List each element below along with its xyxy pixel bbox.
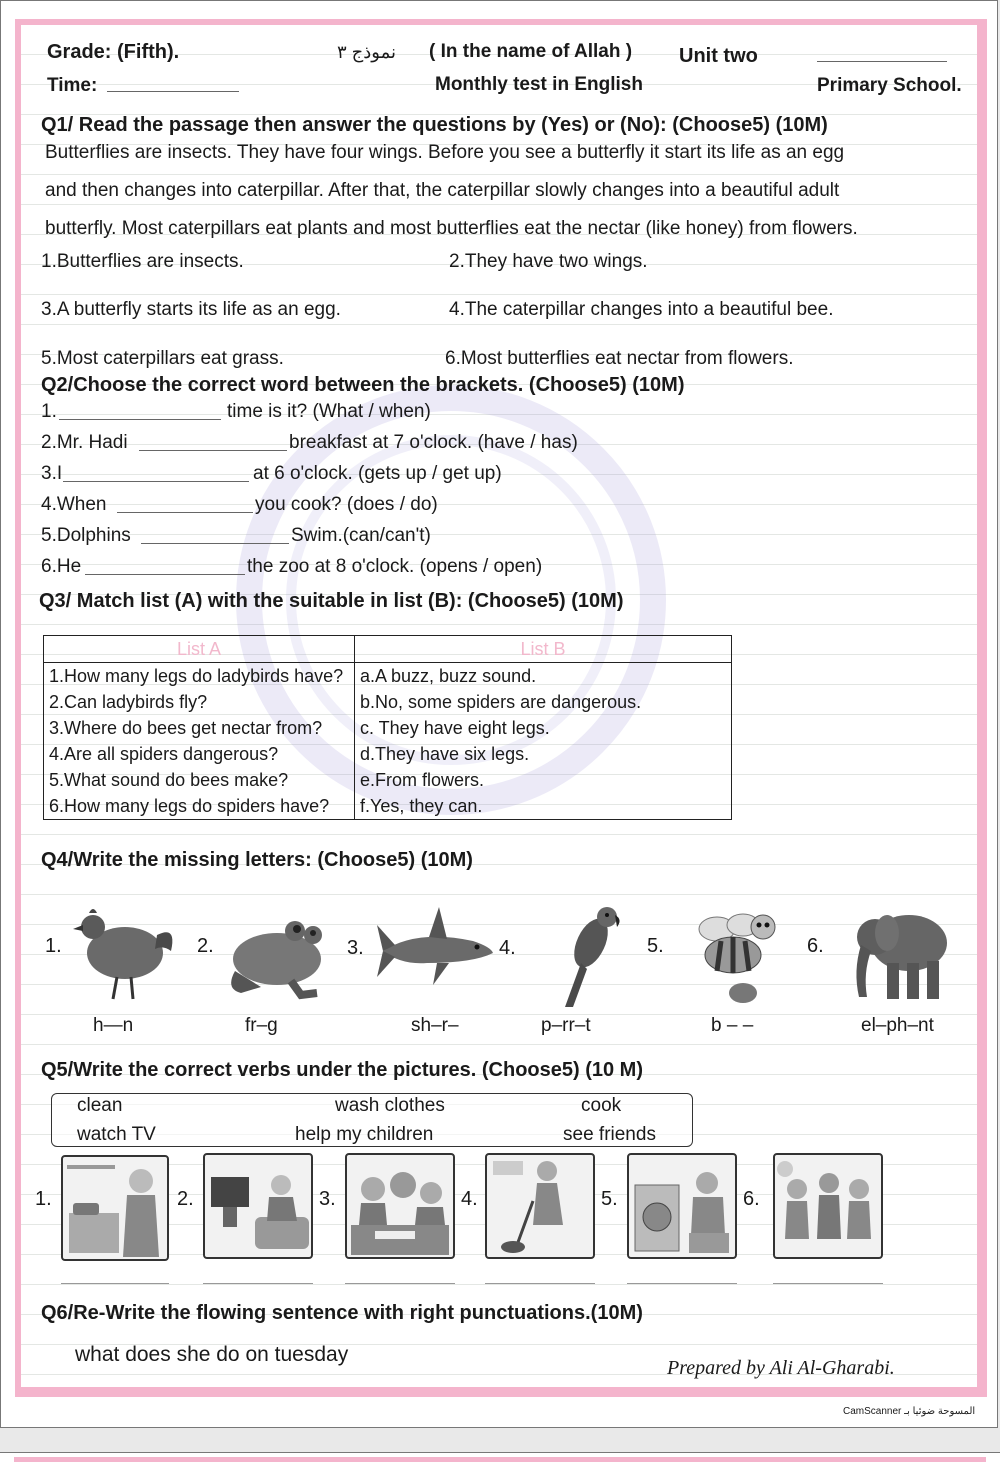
list-b-item: f.Yes, they can.: [355, 793, 732, 820]
model-number: نموذج ٣: [337, 42, 397, 62]
grade-label: Grade: (Fifth).: [47, 41, 180, 63]
help-children-picture: [345, 1153, 455, 1259]
q2-item-post: time is it? (What / when): [227, 401, 431, 422]
q2-blank[interactable]: [85, 574, 245, 575]
q5-number: 2.: [177, 1188, 194, 1210]
q2-item-pre: 5.Dolphins: [41, 525, 131, 546]
answer-line[interactable]: [485, 1283, 595, 1284]
unit-underline: [817, 61, 947, 62]
word-bank-item: watch TV: [77, 1124, 156, 1145]
table-row: [44, 663, 732, 690]
list-b-item: e.From flowers.: [355, 767, 732, 793]
frog-icon: [221, 901, 333, 1001]
word-bank-item: help my children: [295, 1124, 434, 1145]
q5-number: 4.: [461, 1188, 478, 1210]
list-a-item: 3.Where do bees get nectar from?: [44, 715, 355, 741]
list-a-header: List A: [44, 636, 355, 663]
q4-number: 3.: [347, 937, 364, 959]
word-bank-item: clean: [77, 1095, 123, 1116]
list-b-header: List B: [355, 636, 732, 663]
q2-blank[interactable]: [59, 419, 221, 420]
q1-item: 2.They have two wings.: [449, 251, 648, 272]
list-b-item: b.No, some spiders are dangerous.: [355, 689, 732, 715]
list-b-item: c. They have eight legs.: [355, 715, 732, 741]
passage-line-2: and then changes into caterpillar. After that, the caterpillar slowly changes into a beautiful adult: [45, 180, 840, 201]
bismillah: ( In the name of Allah ): [429, 41, 633, 62]
q4-number: 4.: [499, 937, 516, 959]
q4-title: Q4/Write the missing letters: (Choose5) (10M): [41, 849, 473, 871]
q2-item-post: breakfast at 7 o'clock. (have / has): [289, 432, 578, 453]
q2-item-pre: 2.Mr. Hadi: [41, 432, 128, 453]
q2-item-post: you cook? (does / do): [255, 494, 438, 515]
cooking-picture: [61, 1155, 169, 1261]
q2-item-pre: 6.He: [41, 556, 82, 577]
list-b-item: a.A buzz, buzz sound.: [355, 663, 732, 690]
list-a-item: 1.How many legs do ladybirds have?: [44, 663, 355, 690]
q2-title: Q2/Choose the correct word between the brackets. (Choose5) (10M): [41, 374, 685, 396]
list-a-item: 2.Can ladybirds fly?: [44, 689, 355, 715]
cleaning-picture: [485, 1153, 595, 1259]
q2-blank[interactable]: [117, 512, 253, 513]
q2-item-post: Swim.(can/can't): [291, 525, 431, 546]
answer-line[interactable]: [345, 1283, 455, 1284]
q2-item-post: the zoo at 8 o'clock. (opens / open): [247, 556, 543, 577]
answer-line[interactable]: [627, 1283, 737, 1284]
q1-item: 3.A butterfly starts its life as an egg.: [41, 299, 341, 320]
hen-icon: [67, 895, 179, 1007]
q5-title: Q5/Write the correct verbs under the pictures. (Choose5) (10 M): [41, 1059, 643, 1081]
list-a-item: 4.Are all spiders dangerous?: [44, 741, 355, 767]
table-row: [44, 767, 732, 793]
test-title: Monthly test in English: [435, 74, 643, 95]
q3-title: Q3/ Match list (A) with the suitable in list (B): (Choose5) (10M): [39, 590, 624, 612]
q4-number: 6.: [807, 935, 824, 957]
table-row: [44, 793, 732, 820]
word-bank-item: see friends: [563, 1124, 656, 1145]
scanner-watermark: CamScanner المسوحة ضوئيا بـ: [843, 1406, 976, 1417]
parrot-icon: [551, 899, 621, 1009]
passage-line-3: butterfly. Most caterpillars eat plants and most butterflies eat the nectar (like honey) from flowers.: [45, 218, 858, 239]
q4-number: 1.: [45, 935, 62, 957]
prepared-by: Prepared by Ali Al-Gharabi.: [667, 1357, 895, 1379]
word-bank-item: wash clothes: [335, 1095, 445, 1116]
answer-line[interactable]: [61, 1283, 169, 1284]
bee-icon: [687, 899, 787, 1009]
q5-number: 5.: [601, 1188, 618, 1210]
school-label: Primary School.: [817, 75, 962, 96]
list-a-item: 5.What sound do bees make?: [44, 767, 355, 793]
table-row: [44, 715, 732, 741]
q5-number: 1.: [35, 1188, 52, 1210]
q4-word: b – –: [711, 1015, 754, 1036]
q4-word: h—n: [93, 1015, 134, 1036]
exam-sheet: [15, 19, 987, 1397]
answer-line[interactable]: [203, 1283, 313, 1284]
q5-number: 3.: [319, 1188, 336, 1210]
answer-line[interactable]: [773, 1283, 883, 1284]
q2-blank[interactable]: [63, 481, 249, 482]
q4-number: 2.: [197, 935, 214, 957]
wash-clothes-picture: [627, 1153, 737, 1259]
shark-icon: [377, 901, 497, 991]
passage-line-1: Butterflies are insects. They have four wings. Before you see a butterfly it start its life as an egg: [45, 142, 845, 163]
next-page-edge: [0, 1452, 1000, 1469]
see-friends-picture: [773, 1153, 883, 1259]
q2-item-pre: 3.I: [41, 463, 63, 484]
time-underline: [107, 91, 239, 92]
q1-item: 5.Most caterpillars eat grass.: [41, 348, 284, 369]
table-row: [44, 689, 732, 715]
q2-item-pre: 1.: [41, 401, 57, 422]
q4-word: p–rr–t: [541, 1015, 591, 1036]
list-b-item: d.They have six legs.: [355, 741, 732, 767]
time-label: Time:: [47, 75, 98, 96]
elephant-icon: [847, 897, 957, 1007]
q4-word: fr–g: [245, 1015, 278, 1036]
q2-blank[interactable]: [139, 450, 287, 451]
list-a-item: 6.How many legs do spiders have?: [44, 793, 355, 820]
q2-item-post: at 6 o'clock. (gets up / get up): [253, 463, 502, 484]
unit-label: Unit two: [679, 45, 758, 67]
q1-title: Q1/ Read the passage then answer the questions by (Yes) or (No): (Choose5) (10M): [41, 114, 828, 136]
word-bank-item: cook: [581, 1095, 622, 1116]
q4-number: 5.: [647, 935, 664, 957]
table-row: [44, 741, 732, 767]
q1-item: 6.Most butterflies eat nectar from flowers.: [445, 348, 794, 369]
q4-word: sh–r–: [411, 1015, 459, 1036]
q1-item: 4.The caterpillar changes into a beautiful bee.: [449, 299, 834, 320]
watch-tv-picture: [203, 1153, 313, 1259]
q5-number: 6.: [743, 1188, 760, 1210]
q4-word: el–ph–nt: [861, 1015, 934, 1036]
q2-item-pre: 4.When: [41, 494, 107, 515]
q6-sentence: what does she do on tuesday: [75, 1343, 349, 1366]
match-table: [43, 635, 732, 820]
q6-title: Q6/Re-Write the flowing sentence with right punctuations.(10M): [41, 1302, 643, 1324]
q2-blank[interactable]: [141, 543, 289, 544]
q1-item: 1.Butterflies are insects.: [41, 251, 244, 272]
